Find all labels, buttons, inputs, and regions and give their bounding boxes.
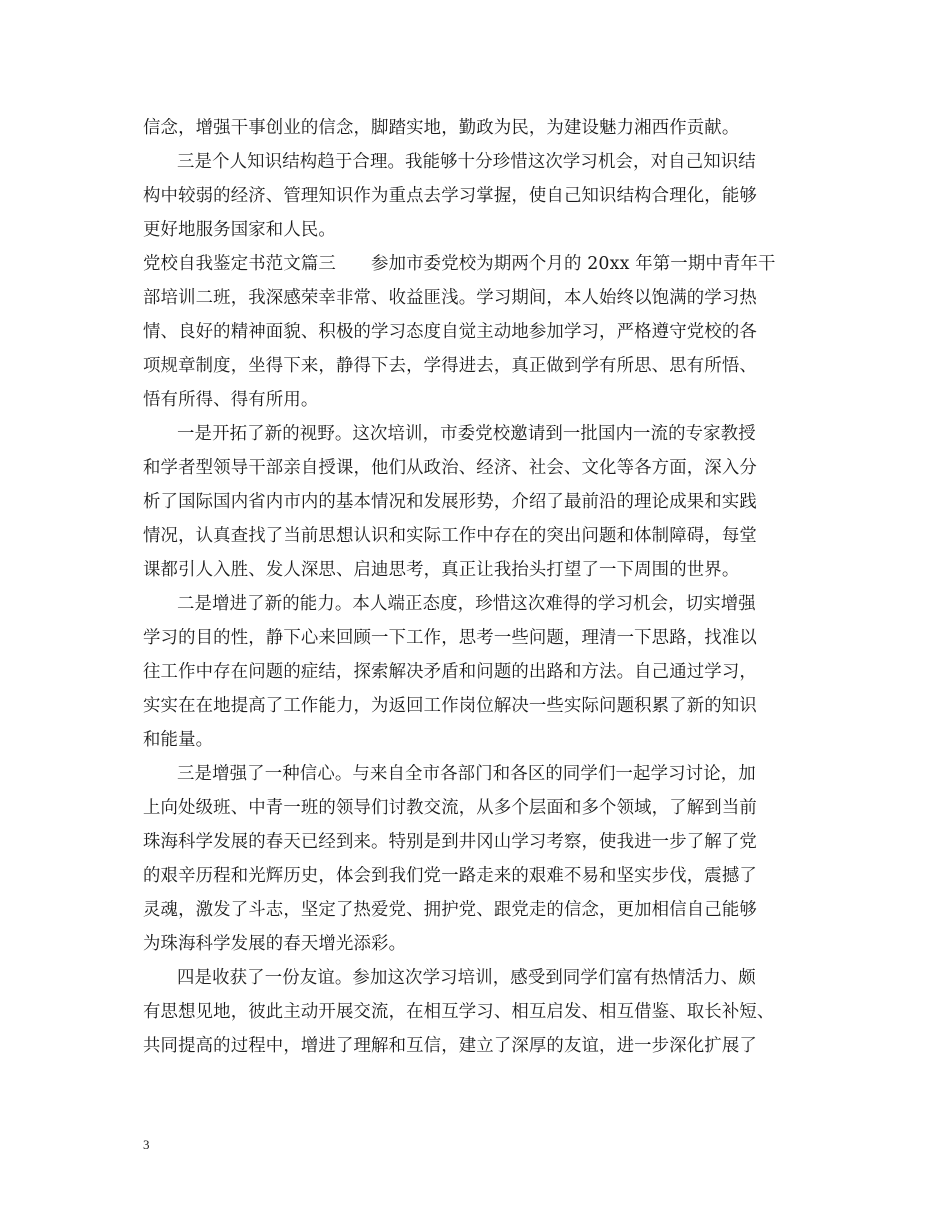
text-line: 为珠海科学发展的春天增光添彩。 [143, 934, 407, 954]
text-line: 灵魂，激发了斗志，坚定了热爱党、拥护党、跟党走的信念，更加相信自己能够 [143, 900, 757, 920]
text-line: 部培训二班，我深感荣幸非常、收益匪浅。学习期间，本人始终以饱满的学习热 [143, 288, 757, 308]
page-number: 3 [143, 1137, 150, 1152]
text-line: 课都引人入胜、发人深思、启迪思考，真正让我抬头打望了一下周围的世界。 [143, 560, 740, 580]
text-line: 和能量。 [143, 730, 214, 750]
section-heading-line: 党校自我鉴定书范文篇三 参加市委党校为期两个月的 20xx 年第一期中青年干 [143, 254, 776, 274]
text-line: 悟有所得、得有所用。 [143, 390, 319, 410]
text-line: 情况，认真查找了当前思想认识和实际工作中存在的突出问题和体制障碍，每堂 [143, 526, 757, 546]
body-text [143, 111, 815, 1063]
text-line: 共同提高的过程中，增进了理解和互信，建立了深厚的友谊，进一步深化扩展了 [143, 1036, 757, 1056]
paragraph-first-line: 三是个人知识结构趋于合理。我能够十分珍惜这次学习机会，对自己知识结 [177, 152, 756, 172]
text-line: 和学者型领导干部亲自授课，他们从政治、经济、社会、文化等各方面，深入分 [143, 458, 757, 478]
text-line: 析了国际国内省内市内的基本情况和发展形势，介绍了最前沿的理论成果和实践 [143, 492, 757, 512]
text-line: 信念，增强干事创业的信念，脚踏实地，勤政为民，为建设魅力湘西作贡献。 [143, 118, 740, 138]
text-line: 项规章制度，坐得下来，静得下去，学得进去，真正做到学有所思、思有所悟、 [143, 356, 757, 376]
text-line: 学习的目的性，静下心来回顾一下工作，思考一些问题，理清一下思路，找准以 [143, 628, 757, 648]
text-line: 更好地服务国家和人民。 [143, 220, 336, 240]
text-line: 构中较弱的经济、管理知识作为重点去学习掌握，使自己知识结构合理化，能够 [143, 186, 757, 206]
text-line: 珠海科学发展的春天已经到来。特别是到井冈山学习考察，使我进一步了解了党 [143, 832, 757, 852]
paragraph-first-line: 三是增强了一种信心。与来自全市各部门和各区的同学们一起学习讨论，加 [177, 764, 756, 784]
paragraph-first-line: 二是增进了新的能力。本人端正态度，珍惜这次难得的学习机会，切实增强 [177, 594, 756, 614]
text-line: 上向处级班、中青一班的领导们讨教交流，从多个层面和多个领域，了解到当前 [143, 798, 757, 818]
text-line: 情、良好的精神面貌、积极的学习态度自觉主动地参加学习，严格遵守党校的各 [143, 322, 757, 342]
text-line: 的艰辛历程和光辉历史，体会到我们党一路走来的艰难不易和坚实步伐，震撼了 [143, 866, 757, 886]
text-line: 实实在在地提高了工作能力，为返回工作岗位解决一些实际问题积累了新的知识 [143, 696, 757, 716]
paragraph-first-line: 四是收获了一份友谊。参加这次学习培训，感受到同学们富有热情活力、颇 [177, 968, 756, 988]
text-line: 有思想见地，彼此主动开展交流，在相互学习、相互启发、相互借鉴、取长补短、 [143, 1002, 775, 1022]
paragraph-first-line: 一是开拓了新的视野。这次培训，市委党校邀请到一批国内一流的专家教授 [177, 424, 756, 444]
text-line: 往工作中存在问题的症结，探索解决矛盾和问题的出路和方法。自己通过学习， [143, 662, 757, 682]
